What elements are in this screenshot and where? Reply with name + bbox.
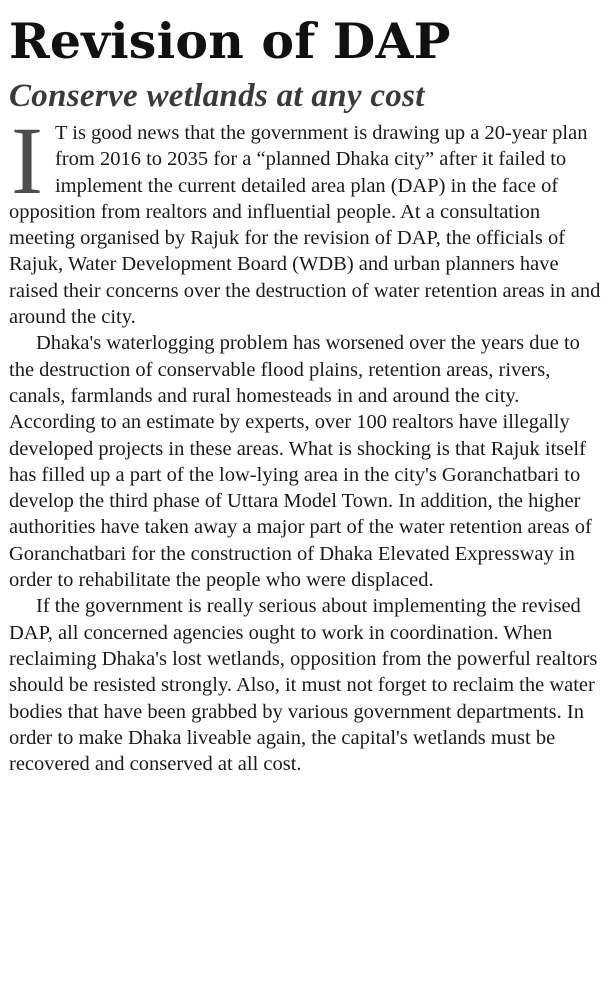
paragraph-3: If the government is really serious about implementing the revised DAP, all concerned agencies ought to work in coordination. When reclaiming Dhaka's lost wetlands, opposition from the powerful realtors should be resisted strongly. Also, it must not forget to reclaim the water bodies that have been grabbed by various government departments. In order to make Dhaka liveable again, the capital's wetlands must be recovered and conserved at all cost. — [9, 595, 598, 776]
article-body — [9, 107, 606, 777]
paragraph-1-text: T is good news that the government is drawing up a 20-year plan from 2016 to 2035 for a “planned Dhaka city” after it failed to implement the current detailed area plan (DAP) in the face of opposition from realtors and influential people. At a consultation meeting organised by Rajuk for the revision of DAP, the officials of Rajuk, Water Development Board (WDB) and urban planners have raised their concerns over the destruction of water retention areas in and around the city. — [9, 122, 601, 329]
drop-cap: I — [11, 107, 43, 214]
paragraph-1 — [9, 107, 606, 330]
article-subheadline: Conserve wetlands at any cost — [9, 78, 425, 114]
article-headline: Revision of DAP — [9, 12, 451, 70]
editorial-article — [9, 10, 606, 777]
paragraph-2: Dhaka's waterlogging problem has worsened over the years due to the destruction of conservable flood plains, retention areas, rivers, canals, farmlands and rural homesteads in and around the city. According to an estimate by experts, over 100 realtors have illegally developed projects in these areas. What is shocking is that Rajuk itself has filled up a part of the low-lying area in the city's Goranchatbari to develop the third phase of Uttara Model Town. In addition, the higher authorities have taken away a major part of the water retention areas of Goranchatbari for the construction of Dhaka Elevated Expressway in order to rehabilitate the people who were displaced. — [9, 332, 592, 592]
